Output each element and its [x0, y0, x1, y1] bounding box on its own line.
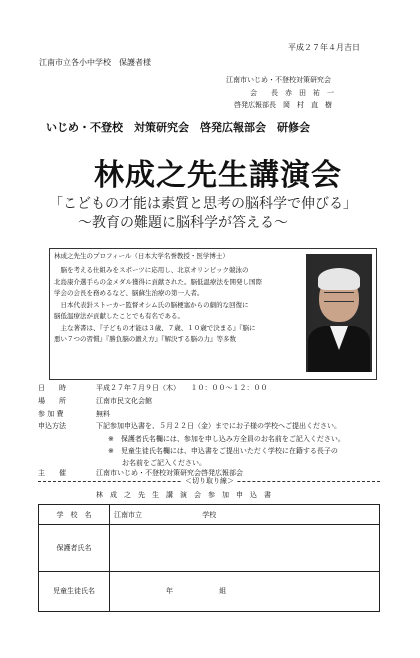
profile-text	[54, 265, 262, 346]
detail-label-method: 申込方法	[38, 422, 66, 430]
note-line: ※ 保護者氏名欄には、参加を申し込み方全員のお名前をご記入ください。	[108, 435, 345, 443]
application-form	[38, 504, 380, 612]
note-line: ※ 児童生徒氏名欄には、申込書をご提出いただく学校に在籍する長子の	[108, 447, 338, 455]
department-heading: いじめ・不登校 対策研究会 啓発広報部会 研修会	[46, 121, 310, 134]
organization-name: 江南市いじめ・不登校対策研究会	[226, 76, 331, 84]
parent-label: 保護者氏名	[39, 525, 110, 571]
student-label: 児童生徒氏名	[39, 571, 110, 611]
pr-director-name: 啓発広報部長 岡 村 直 樹	[234, 101, 332, 109]
profile-line: 脳を考える仕組みをスポーツに応用し、北京オリンピック競泳の	[54, 266, 249, 274]
school-prefix: 江南市立	[114, 510, 142, 519]
grade-label: 年	[166, 587, 173, 596]
profile-heading: 林成之先生のプロフィール（日本大学名誉教授・医学博士）	[54, 252, 229, 260]
profile-line: 主な著書は、『子どもの才能は３歳、７歳、１０歳で決まる』『脳に	[54, 323, 256, 332]
detail-value-venue: 江南市民文化会館	[96, 397, 152, 405]
profile-line: 脳低温療法が貢献したことでも有名である。	[54, 312, 184, 320]
page-title: 林成之先生講演会	[94, 158, 342, 193]
profile-line: 悪い７つの習慣』『勝負脳の鍛え方』『解決する脳の力』等多数	[54, 335, 236, 343]
parent-name-field[interactable]	[110, 525, 380, 571]
student-name-field[interactable]	[110, 571, 380, 611]
form-title: 林 成 之 先 生 講 演 会 参 加 申 込 書	[96, 491, 271, 499]
school-label: 学 校 名	[39, 505, 110, 525]
note-line: お名前をご記入ください。	[108, 459, 206, 467]
organizer-value: 江南市いじめ・不登校対策研究会啓発広報部会	[96, 469, 243, 477]
detail-label-venue: 場 所	[38, 397, 66, 405]
speaker-photo	[306, 254, 372, 372]
profile-line: 北島康介選手らの金メダル獲得に貢献された。脳低温療法を開発し国際	[54, 277, 262, 286]
cut-line-label: ＜切り取り線＞	[182, 477, 237, 486]
detail-label-date: 日 時	[38, 384, 66, 392]
subtitle-sub: ～教育の難題に脳科学が答える～	[78, 215, 288, 231]
detail-value-date: 平成２７年７月９日（木） １０：００～１２：００	[96, 384, 268, 392]
profile-line: 学会の会長を務めるなど、脳蘇生治療の第一人者。	[54, 289, 204, 297]
recipient: 江南市立各小中学校 保護者様	[39, 58, 151, 67]
president-name: 会 長 赤 田 祐 一	[250, 89, 334, 97]
profile-box	[49, 248, 377, 380]
detail-value-fee: 無料	[96, 410, 110, 418]
detail-value-method: 下記参加申込書を、５月２２日（金）までにお子様の学校へご提出ください。	[96, 422, 341, 430]
subtitle-main: 「こどもの才能は素質と思考の脳科学で伸びる」	[49, 196, 357, 212]
profile-line: 日本代表針ストーカー監督オシム氏の脳梗塞からの劇的な回復に	[54, 300, 249, 309]
school-field[interactable]	[110, 505, 380, 525]
detail-label-fee: 参 加 費	[38, 410, 64, 418]
school-suffix: 学校	[202, 510, 217, 519]
organizer-label: 主 催	[38, 469, 66, 477]
class-label: 組	[219, 587, 227, 596]
issue-date: 平成２７年４月吉日	[288, 43, 360, 52]
